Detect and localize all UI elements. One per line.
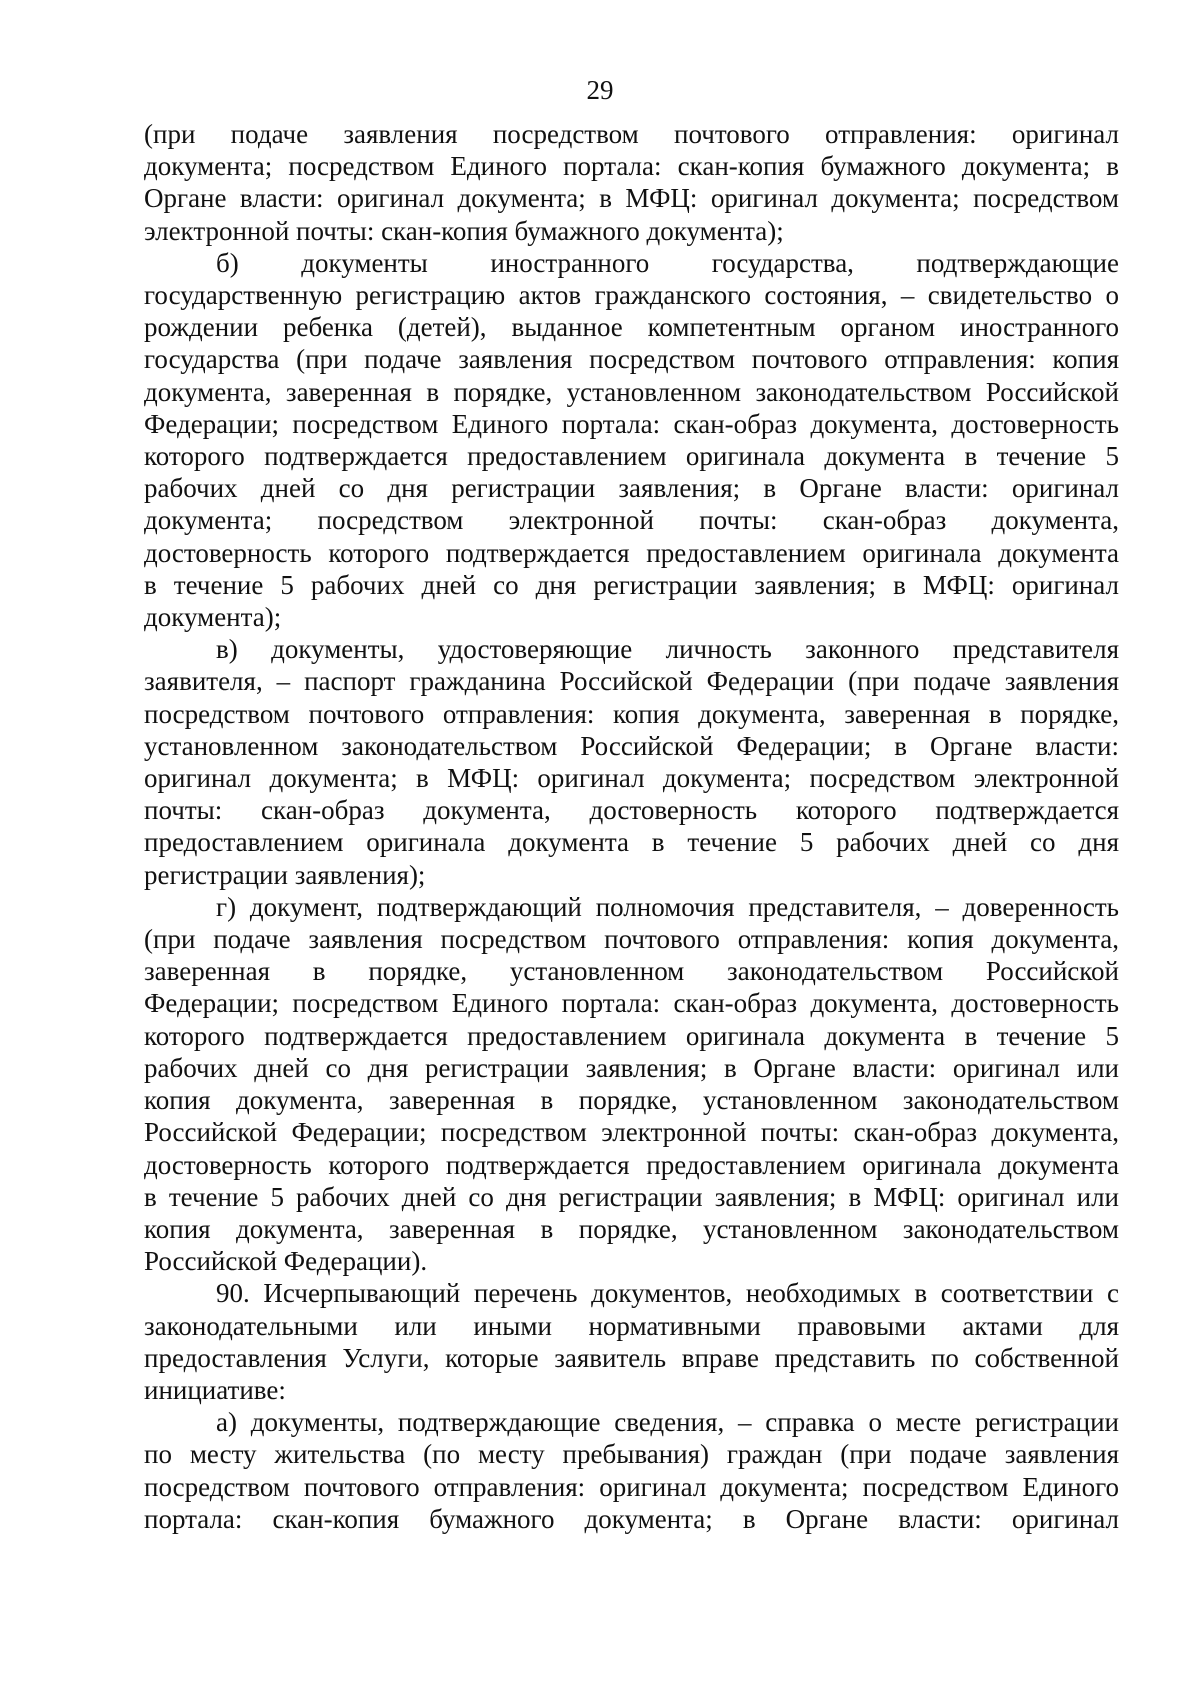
text-line: посредством почтового отправления: оригинал документа; посредством Единого bbox=[144, 1471, 1119, 1502]
paragraph bbox=[144, 1277, 1119, 1406]
text-line: б) документы иностранного государства, подтверждающие bbox=[216, 247, 1119, 278]
text-line: Органе власти: оригинал документа; в МФЦ: оригинал документа; посредством bbox=[144, 183, 1119, 214]
text-line: по месту жительства (по месту пребывания) граждан (при подаче заявления bbox=[144, 1439, 1119, 1470]
text-line: которого подтверждается предоставлением оригинала документа в течение 5 bbox=[144, 1020, 1119, 1051]
text-line: достоверность которого подтверждается предоставлением оригинала документа bbox=[144, 1149, 1119, 1180]
text-line: документа, заверенная в порядке, установленном законодательством Российской bbox=[144, 376, 1119, 407]
text-line: инициативе: bbox=[144, 1374, 286, 1405]
text-line: копия документа, заверенная в порядке, установленном законодательством bbox=[144, 1085, 1119, 1116]
text-line: в течение 5 рабочих дней со дня регистрации заявления; в МФЦ: оригинал bbox=[144, 569, 1119, 600]
text-line: предоставления Услуги, которые заявитель вправе представить по собственной bbox=[144, 1342, 1119, 1373]
text-line: законодательными или иными нормативными правовыми актами для bbox=[144, 1310, 1119, 1341]
text-line: в течение 5 рабочих дней со дня регистрации заявления; в МФЦ: оригинал или bbox=[144, 1181, 1119, 1212]
paragraph bbox=[144, 118, 1119, 247]
text-line: регистрации заявления); bbox=[144, 859, 426, 890]
paragraph bbox=[144, 633, 1119, 891]
text-line: предоставлением оригинала документа в течение 5 рабочих дней со дня bbox=[144, 827, 1119, 858]
page-number: 29 bbox=[586, 75, 614, 105]
text-line: (при подаче заявления посредством почтового отправления: копия документа, bbox=[144, 924, 1119, 955]
text-line: Федерации; посредством Единого портала: скан-образ документа, достоверность bbox=[144, 988, 1119, 1019]
paragraph bbox=[144, 247, 1119, 633]
text-line: оригинал документа; в МФЦ: оригинал документа; посредством электронной bbox=[144, 763, 1119, 794]
text-line: документа); bbox=[144, 602, 282, 633]
text-line: г) документ, подтверждающий полномочия представителя, – доверенность bbox=[216, 891, 1119, 922]
text-line: заверенная в порядке, установленном законодательством Российской bbox=[144, 956, 1119, 987]
document-body bbox=[144, 118, 1119, 1535]
paragraph bbox=[144, 1406, 1119, 1535]
text-line: документа; посредством Единого портала: скан-копия бумажного документа; в bbox=[144, 151, 1119, 182]
text-line: 90. Исчерпывающий перечень документов, необходимых в соответствии с bbox=[216, 1278, 1119, 1309]
text-line: которого подтверждается предоставлением оригинала документа в течение 5 bbox=[144, 441, 1119, 472]
text-line: государственную регистрацию актов гражданского состояния, – свидетельство о bbox=[144, 280, 1119, 311]
text-line: Федерации; посредством Единого портала: скан-образ документа, достоверность bbox=[144, 408, 1119, 439]
text-line: документа; посредством электронной почты: скан-образ документа, bbox=[144, 505, 1119, 536]
text-line: установленном законодательством Российской Федерации; в Органе власти: bbox=[144, 730, 1119, 761]
text-line: электронной почты: скан-копия бумажного документа); bbox=[144, 215, 784, 246]
text-line: Российской Федерации; посредством электронной почты: скан-образ документа, bbox=[144, 1117, 1119, 1148]
text-line: рождении ребенка (детей), выданное компетентным органом иностранного bbox=[144, 312, 1119, 343]
text-line: (при подаче заявления посредством почтового отправления: оригинал bbox=[144, 119, 1119, 149]
text-line: портала: скан-копия бумажного документа; в Органе власти: оригинал bbox=[144, 1503, 1119, 1534]
text-line: достоверность которого подтверждается предоставлением оригинала документа bbox=[144, 537, 1119, 568]
text-line: а) документы, подтверждающие сведения, – справка о месте регистрации bbox=[216, 1407, 1119, 1438]
text-line: рабочих дней со дня регистрации заявления; в Органе власти: оригинал bbox=[144, 473, 1119, 504]
text-line: копия документа, заверенная в порядке, установленном законодательством bbox=[144, 1213, 1119, 1244]
text-line: Российской Федерации). bbox=[144, 1246, 428, 1277]
text-line: государства (при подаче заявления посредством почтового отправления: копия bbox=[144, 344, 1119, 375]
text-line: в) документы, удостоверяющие личность законного представителя bbox=[216, 634, 1119, 665]
text-line: почты: скан-образ документа, достоверность которого подтверждается bbox=[144, 795, 1119, 826]
text-line: заявителя, – паспорт гражданина Российской Федерации (при подаче заявления bbox=[144, 666, 1119, 697]
paragraph bbox=[144, 891, 1119, 1277]
text-line: рабочих дней со дня регистрации заявления; в Органе власти: оригинал или bbox=[144, 1052, 1119, 1083]
text-line: посредством почтового отправления: копия документа, заверенная в порядке, bbox=[144, 698, 1119, 729]
